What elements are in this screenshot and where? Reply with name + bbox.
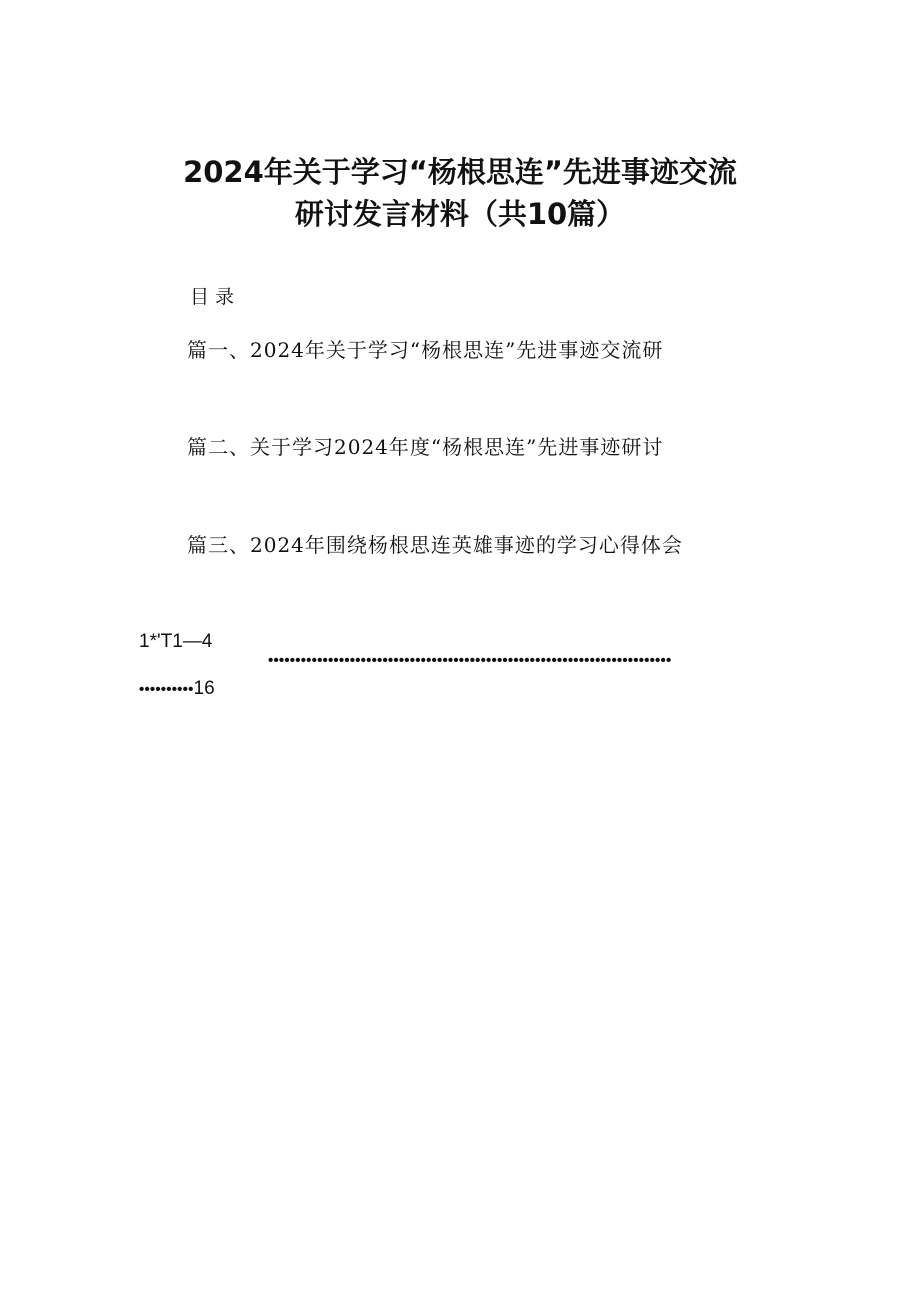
toc-entry-3[interactable]: 篇三、2024年围绕杨根思连英雄事迹的学习心得体会 [187, 533, 683, 557]
document-title-line-2: 研讨发言材料（共10篇） [294, 197, 626, 231]
leader-dots: •••••••••• [139, 681, 194, 698]
page-number: 16 [193, 678, 215, 699]
page-reference: 1*'T1—4 [139, 631, 213, 652]
toc-entry-1[interactable]: 篇一、2024年关于学习“杨根思连”先进事迹交流研 [187, 338, 664, 362]
document-title-line-1: 2024年关于学习“杨根思连”先进事迹交流 [183, 155, 737, 189]
toc-leader-dots-continued [139, 678, 215, 700]
toc-leader-dots: •••••••••••••••••••••••••••••••••••••••••••••••••••••••••••••••••••••••••• [268, 652, 672, 669]
toc-entry-2[interactable]: 篇二、关于学习2024年度“杨根思连”先进事迹研讨 [187, 435, 664, 459]
toc-label: 目录 [190, 286, 241, 308]
